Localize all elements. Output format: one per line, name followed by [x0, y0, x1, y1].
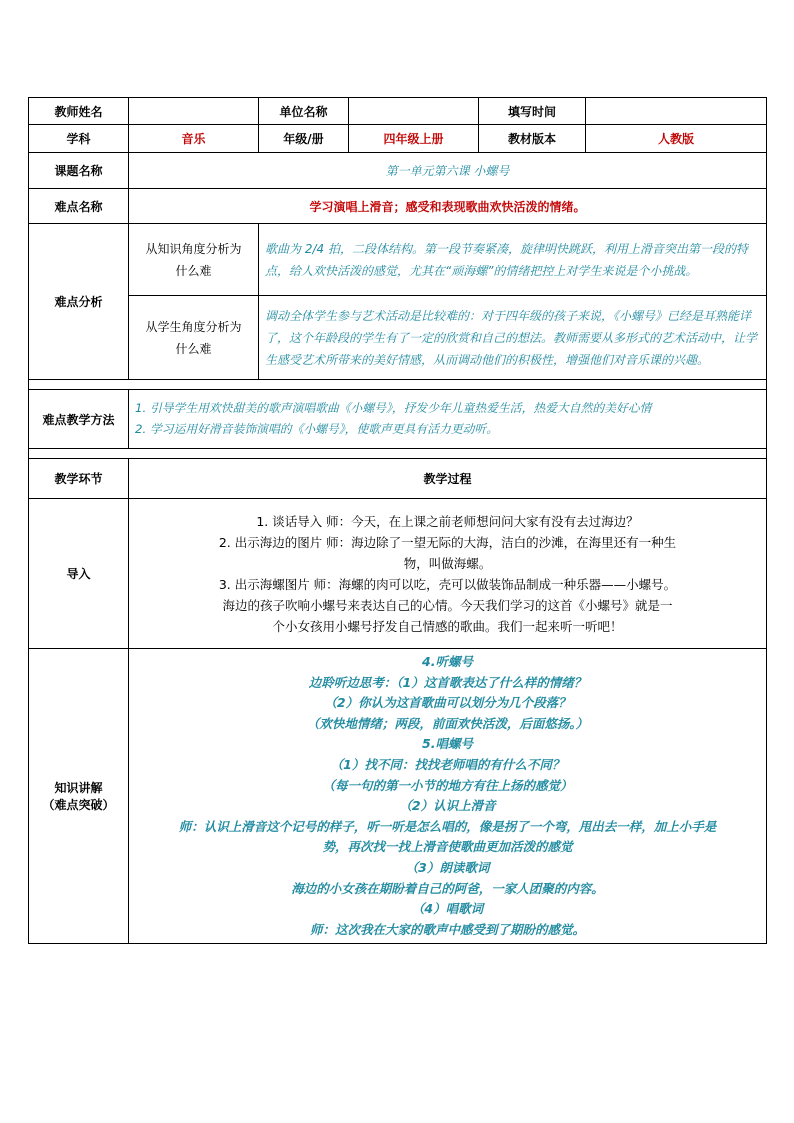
knowledge-line-2: 边聆听边思考：（1）这首歌表达了什么样的情绪？ [308, 674, 587, 690]
lesson-plan-table [28, 97, 767, 944]
intro-line-6: 个小女孩用小螺号抒发自己情感的歌曲。我们一起来听一听吧！ [272, 618, 623, 634]
edition-label: 教材版本 [479, 125, 586, 153]
spacer-cell-2 [29, 449, 767, 459]
knowledge-line-14: 师：这次我在大家的歌声中感受到了期盼的感觉。 [309, 921, 585, 937]
knowledge-line-3: （2）你认为这首歌曲可以划分为几个段落？ [324, 695, 571, 711]
grade-value: 四年级上册 [349, 125, 479, 153]
intro-row [29, 499, 767, 649]
intro-line-3: 物，叫做海螺。 [403, 555, 492, 571]
subject-label: 学科 [29, 125, 129, 153]
lesson-title-value: 第一单元第六课 小螺号 [129, 153, 767, 189]
unit-name-label: 单位名称 [259, 98, 349, 125]
method-label: 难点教学方法 [29, 390, 129, 449]
knowledge-row [29, 649, 767, 944]
unit-name-value [349, 98, 479, 125]
knowledge-line-10: 势，再次找一找上滑音使歌曲更加活泼的感觉 [322, 839, 573, 855]
intro-line-1: 1. 谈话导入 师：今天，在上课之前老师想问问大家有没有去过海边？ [256, 513, 639, 529]
intro-line-4: 3. 出示海螺图片 师：海螺的肉可以吃，壳可以做装饰品制成一种乐器——小螺号。 [218, 576, 677, 592]
knowledge-line-9: 师：认识上滑音这个记号的样子，听一听是怎么唱的，像是拐了一个弯，甩出去一样，加上小手是 [178, 818, 717, 834]
knowledge-content [129, 649, 767, 944]
steps-label: 教学环节 [29, 459, 129, 499]
knowledge-angle-text: 歌曲为 2/4 拍，二段体结构。第一段节奏紧凑，旋律明快跳跃，利用上滑音突出第一段的特点，给人欢快活泼的感觉，尤其在“顽海螺”的情绪把控上对学生来说是个小挑战。 [259, 224, 767, 296]
intro-line-2: 2. 出示海边的图片 师：海边除了一望无际的大海，洁白的沙滩，在海里还有一种生 [218, 534, 677, 550]
subject-value: 音乐 [129, 125, 259, 153]
knowledge-line-7: （每一句的第一小节的地方有往上扬的感觉） [322, 777, 573, 793]
student-angle-text: 调动全体学生参与艺术活动是比较难的：对于四年级的孩子来说，《小螺号》已经是耳熟能详了，这个年龄段的学生有了一定的欣赏和自己的想法。教师需要从多形式的艺术活动中，让学生感受艺术所带来的美好情感，从而调动他们的积极性，增强他们对音乐课的兴趣。 [259, 296, 767, 380]
analysis-knowledge-row [29, 224, 767, 296]
grade-label: 年级/册 [259, 125, 349, 153]
process-label: 教学过程 [129, 459, 767, 499]
intro-content [129, 499, 767, 649]
spacer-row-2 [29, 449, 767, 459]
intro-line-5: 海边的孩子吹响小螺号来表达自己的心情。今天我们学习的这首《小螺号》就是一 [222, 597, 673, 613]
knowledge-line-8: （2）认识上滑音 [399, 798, 496, 814]
knowledge-line-11: （3）朗读歌词 [405, 859, 490, 875]
edition-value: 人教版 [586, 125, 767, 153]
fill-time-label: 填写时间 [479, 98, 586, 125]
method-item-2: 2. 学习运用好滑音装饰演唱的《小螺号》，使歌声更具有活力更动听。 [135, 422, 499, 436]
lesson-plan-sheet [28, 97, 766, 944]
lesson-title-label: 课题名称 [29, 153, 129, 189]
difficulty-value: 学习演唱上滑音；感受和表现歌曲欢快活泼的情绪。 [129, 189, 767, 224]
spacer-row [29, 380, 767, 390]
analysis-label: 难点分析 [29, 224, 129, 380]
method-item-1: 1. 引导学生用欢快甜美的歌声演唱歌曲《小螺号》，抒发少年儿童热爱生活，热爱大自然的美好心情 [135, 401, 652, 415]
analysis-student-row [29, 296, 767, 380]
method-row [29, 390, 767, 449]
fill-time-value [586, 98, 767, 125]
knowledge-line-13: （4）唱歌词 [411, 901, 484, 917]
knowledge-line-6: （1）找不同：找找老师唱的有什么不同？ [330, 756, 565, 772]
teacher-name-value [129, 98, 259, 125]
knowledge-line-5: 5.唱螺号 [422, 736, 473, 752]
knowledge-label-line-2: （难点突破） [42, 798, 115, 813]
intro-label: 导入 [29, 499, 129, 649]
teacher-name-label: 教师姓名 [29, 98, 129, 125]
knowledge-label [29, 649, 129, 944]
knowledge-label-line-1: 知识讲解 [54, 781, 103, 796]
steps-header-row [29, 459, 767, 499]
method-list [129, 390, 767, 449]
knowledge-line-12: 海边的小女孩在期盼着自己的阿爸，一家人团聚的内容。 [291, 880, 604, 896]
knowledge-line-4: （欢快地情绪；两段，前面欢快活泼，后面悠扬。） [306, 715, 589, 731]
header-row-2 [29, 125, 767, 153]
difficulty-label: 难点名称 [29, 189, 129, 224]
spacer-cell [29, 380, 767, 390]
difficulty-row [29, 189, 767, 224]
student-angle-label: 从学生角度分析为什么难 [129, 296, 259, 380]
header-row-1 [29, 98, 767, 125]
knowledge-angle-label: 从知识角度分析为什么难 [129, 224, 259, 296]
lesson-row [29, 153, 767, 189]
knowledge-line-1: 4.听螺号 [422, 654, 473, 669]
